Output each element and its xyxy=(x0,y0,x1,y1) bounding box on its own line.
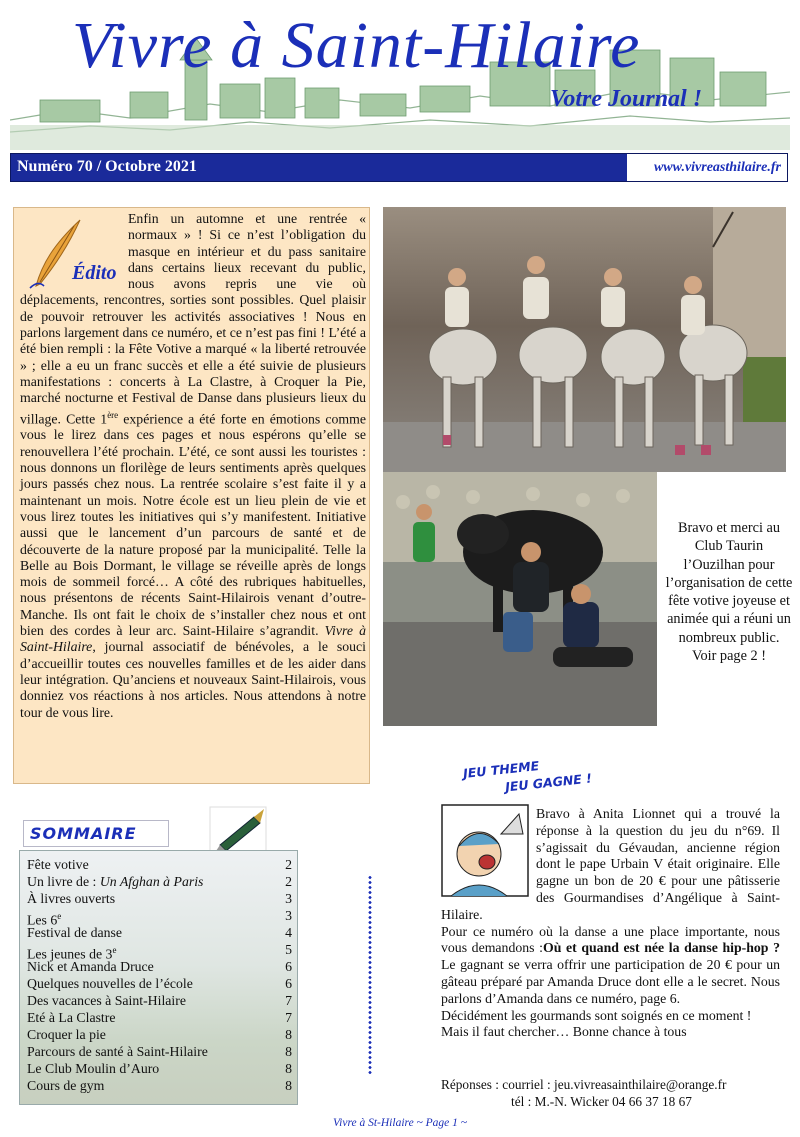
photo-bull-event xyxy=(383,472,657,726)
issue-number-date: Numéro 70 / Octobre 2021 xyxy=(17,158,197,175)
jeu-title-line1: JEU THEME xyxy=(462,758,540,781)
sommaire-item[interactable]: Croquer la pie 8 xyxy=(27,1027,292,1042)
sommaire-item[interactable]: Fête votive 2 xyxy=(27,857,292,872)
edito-text: Enfin un automne et une rentrée « normaux » ! Si ce n’est l’obligation du masque en intérieur et du pass sanitaire dans certains lieux recevant du public, nous avons repris une vie où déplacements, rencontres, sorties sont possibles. Quel plaisir de pouvoir retrouver les activités associatives ! Nous en parlons largement dans ce numéro, et ce n’est pas fini ! L’été a été bien rempli : la Fête Votive a marqué « la liberté retrouvée » ; elle a eu un franc succès et elle a été suivie de plusieurs manifestations : concerts à La Clastre, à Croquer la Pie, marché nocturne et Festival de Danse dans plusieurs lieux du village. Cette 1ère expérience a été forte en émotions comme vous le lirez dans ces pages et nous espérons qu’elle se renouvellera l’été prochain. L’été, ce sont aussi les touristes : nous donnons un florilège de leurs sentiments après quelques jours passés chez nous. La rentrée scolaire s’est faite il y a maintenant un mois. Notre école est un lieu plein de vie et vous lirez toutes les initiatives qui s’y manifestent. Initiative aussi que le lancement d’un parcours de santé et de découverte de la nature proposé par la municipalité. Telle la Belle au Bois Dormant, le village se réveille après de longs mois de sommeil forcé… A côté des rubriques habituelles, nous présentons de récents Saint-Hilairois venant d’outre-Manche. Ils ont fait le choix de s’installer chez nous et ont bien des cordes à leur arc. Saint-Hilaire s’agrandit. Vivre à Saint-Hilaire, journal associatif de bénévoles, a le souci d’accueillir toutes ces nouvelles familles et de les aider dans leur intégration. Qu’anciens et nouveaux Saint-Hilairois, vous donniez vos réactions à nos articles. Nous attendons à notre tour de vous lire. xyxy=(20,211,366,720)
sommaire-item[interactable]: Nick et Amanda Druce 6 xyxy=(27,959,292,974)
jeu-paragraph-closing: Décidément les gourmands sont soignés en ce moment ! Mais il faut chercher… Bonne chance à tous xyxy=(441,1007,752,1040)
sommaire-item[interactable]: Les jeunes de 3e 5 xyxy=(27,942,292,962)
sommaire-heading: SOMMAIRE xyxy=(30,824,137,843)
photo-horse-parade xyxy=(383,207,786,472)
website-link[interactable]: www.vivreasthilaire.fr xyxy=(627,154,787,181)
jeu-paragraph-question: Pour ce numéro où la danse a une place importante, nous vous demandons :Où et quand est née la danse hip-hop ? Le gagnant se verra offrir une participation de 20 € pour un gâteau préparé par Amanda Druce dont elle a le secret. Nous parlons d’Amanda dans ce numéro, page 6. xyxy=(441,923,780,1006)
jeu-paragraph-winner: Bravo à Anita Lionnet qui a trouvé la réponse à la question du jeu du n°69. Il s’agissait du Gévaudan, ancienne région dont le pape Urbain V était originaire. Elle gagne un bon de 20 € pour une pâtisserie des Gourmandises d’Angélique à Saint-Hilaire. xyxy=(441,806,780,922)
sommaire-item[interactable]: Cours de gym 8 xyxy=(27,1078,292,1093)
sommaire-item[interactable]: Des vacances à Saint-Hilaire 7 xyxy=(27,993,292,1008)
issue-bar xyxy=(10,153,788,182)
photo-caption: Bravo et merci au Club Taurin l’Ouzilhan pour l’organisation de cette fête votive joyeuse et animée qui a réuni un nombreux public. Voir page 2 ! xyxy=(665,520,793,665)
jeu-contact-email[interactable]: Réponses : courriel : jeu.vivreasainthilaire@orange.fr xyxy=(441,1077,727,1092)
page-footer: Vivre à St-Hilaire ~ Page 1 ~ xyxy=(332,1117,467,1129)
edito-box xyxy=(13,207,370,784)
jeu-contact xyxy=(441,1076,781,1110)
sommaire-item[interactable]: Le Club Moulin d’Auro 8 xyxy=(27,1061,292,1076)
sommaire-item[interactable]: Un livre de : Un Afghan à Paris 2 xyxy=(27,874,292,889)
sommaire-heading-box xyxy=(23,820,169,847)
sommaire-list xyxy=(19,850,298,1105)
jeu-contact-phone: tél : M.-N. Wicker 04 66 37 18 67 xyxy=(511,1094,692,1109)
sommaire-item[interactable]: Festival de danse 4 xyxy=(27,925,292,940)
dotted-divider xyxy=(368,875,372,1075)
edito-label: Édito xyxy=(72,262,117,284)
masthead xyxy=(10,0,790,150)
sommaire-item[interactable]: À livres ouverts 3 xyxy=(27,891,292,906)
journal-title: Vivre à Saint-Hilaire xyxy=(72,9,641,82)
sommaire-item[interactable]: Les 6e 3 xyxy=(27,908,292,928)
sommaire-item[interactable]: Parcours de santé à Saint-Hilaire 8 xyxy=(27,1044,292,1059)
jeu-title-line2: JEU GAGNE ! xyxy=(504,770,593,795)
journal-subtitle: Votre Journal ! xyxy=(550,86,703,112)
sommaire-item[interactable]: Quelques nouvelles de l’école 6 xyxy=(27,976,292,991)
jeu-text xyxy=(441,806,780,1041)
sommaire-item[interactable]: Eté à La Clastre 7 xyxy=(27,1010,292,1025)
